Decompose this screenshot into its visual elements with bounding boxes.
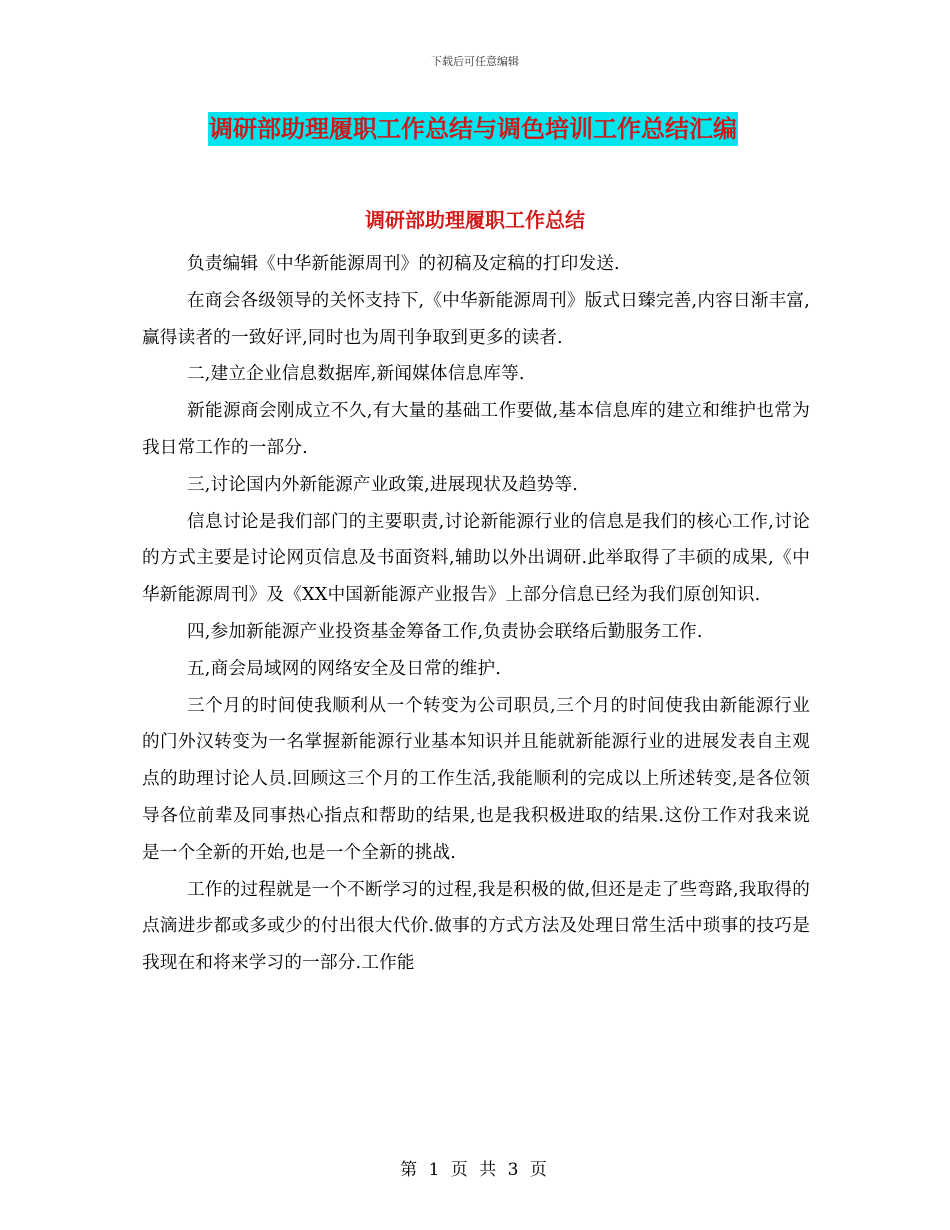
paragraph: 在商会各级领导的关怀支持下,《中华新能源周刊》版式日臻完善,内容日渐丰富,赢得读者的一致好评,同时也为周刊争取到更多的读者. xyxy=(142,290,810,348)
document-title: 调研部助理履职工作总结与调色培训工作总结汇编 xyxy=(208,112,738,146)
paragraph: 四,参加新能源产业投资基金筹备工作,负责协会联络后勤服务工作. xyxy=(187,621,703,642)
paragraph: 五,商会局域网的网络安全及日常的维护. xyxy=(187,658,502,679)
page-footer: 第 1 页 共 3 页 xyxy=(400,1160,550,1180)
paragraph: 新能源商会刚成立不久,有大量的基础工作要做,基本信息库的建立和维护也常为我日常工作的一部分. xyxy=(142,401,810,458)
section-title: 调研部助理履职工作总结 xyxy=(365,208,585,232)
paragraph: 工作的过程就是一个不断学习的过程,我是积极的做,但还是走了些弯路,我取得的点滴进步都或多或少的付出很大代价.做事的方式方法及处理日常生活中琐事的技巧是我现在和将来学习的一部分.工作能 xyxy=(142,879,810,974)
document-body xyxy=(142,246,810,982)
header-note: 下载后可任意编辑 xyxy=(431,55,519,68)
paragraph: 三个月的时间使我顺利从一个转变为公司职员,三个月的时间使我由新能源行业的门外汉转变为一名掌握新能源行业基本知识并且能就新能源行业的进展发表自主观点的助理讨论人员.回顾这三个月的工作生活,我能顺利的完成以上所述转变,是各位领导各位前辈及同事热心指点和帮助的结果,也是我积极进取的结果.这份工作对我来说是一个全新的开始,也是一个全新的挑战. xyxy=(142,695,810,863)
paragraph: 负责编辑《中华新能源周刊》的初稿及定稿的打印发送. xyxy=(187,254,620,274)
paragraph: 信息讨论是我们部门的主要职责,讨论新能源行业的信息是我们的核心工作,讨论的方式主要是讨论网页信息及书面资料,辅助以外出调研.此举取得了丰硕的成果,《中华新能源周刊》及《XX中国新能源产业报告》上部分信息已经为我们原创知识. xyxy=(142,511,810,606)
paragraph: 三,讨论国内外新能源产业政策,进展现状及趋势等. xyxy=(187,474,579,495)
paragraph: 二,建立企业信息数据库,新闻媒体信息库等. xyxy=(187,364,525,385)
